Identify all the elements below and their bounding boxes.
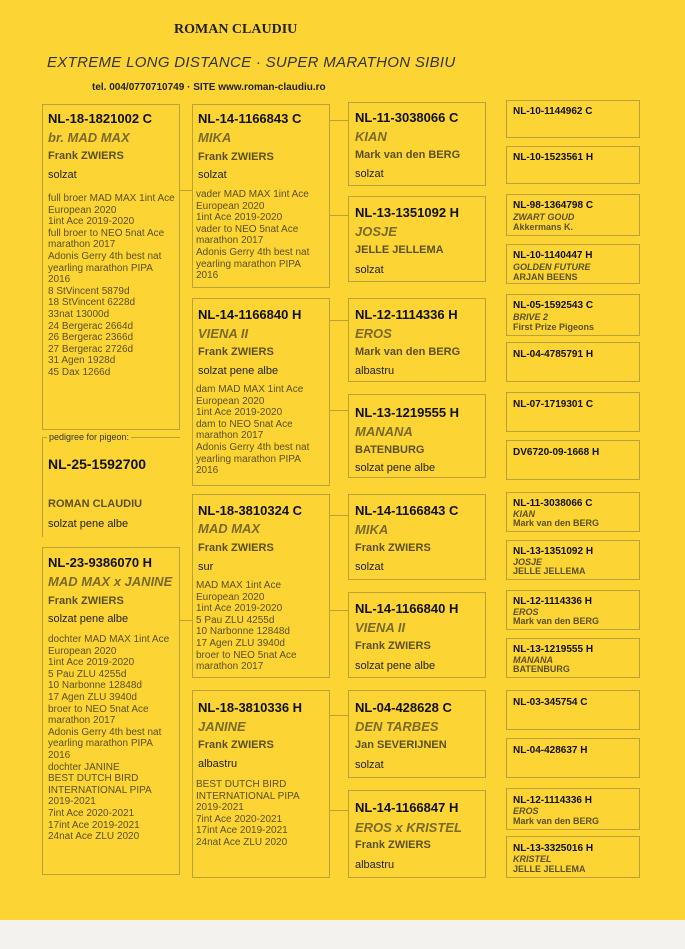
sire-ring: NL-18-1821002 C: [48, 111, 153, 126]
gen3-name: JOSJE: [355, 224, 397, 239]
dam-breeder: Frank ZWIERS: [48, 595, 124, 607]
gen3-ring: NL-14-1166847 H: [355, 800, 459, 815]
gen4-box: [506, 690, 640, 730]
header-title: ROMAN CLAUDIU: [174, 22, 298, 37]
gen3-box: [348, 592, 486, 678]
gen4-name: JOSJE: [513, 557, 543, 567]
gen3-box: [348, 690, 486, 778]
gen4-name: KRISTEL: [513, 854, 552, 864]
sire-box: [42, 104, 180, 430]
gen2-breeder: Frank ZWIERS: [198, 739, 274, 751]
gen3-breeder: BATENBURG: [355, 444, 425, 456]
gen2-notes: BEST DUTCH BIRD INTERNATIONAL PIPA 2019-2021 7int Ace 2020-2021 17int Ace 2019-2021 24nat Ace ZLU 2020: [196, 779, 300, 848]
gen2-box: [192, 104, 330, 288]
gen3-box: [348, 102, 486, 186]
gen2-color: solzat: [198, 169, 227, 181]
gen4-ring: NL-13-1219555 H: [513, 644, 594, 655]
gen4-box: [506, 294, 640, 336]
gen3-breeder: Jan SEVERIJNEN: [355, 739, 447, 751]
gen2-notes: dam MAD MAX 1int Ace European 2020 1int Ace 2019-2020 dam to NEO 5nat Ace marathon 2017 Adonis Gerry 4th best nat yearling marathon PIPA 2016: [196, 384, 310, 477]
gen2-name: JANINE: [198, 719, 246, 734]
gen4-ring: NL-10-1144962 C: [513, 106, 593, 117]
gen3-breeder: Mark van den BERG: [355, 346, 461, 358]
pedigree-label: pedigree for pigeon:: [49, 432, 130, 442]
gen4-breeder: JELLE JELLEMA: [513, 566, 586, 576]
gen2-name: VIENA II: [198, 326, 249, 341]
gen4-name: MANANA: [513, 655, 553, 665]
dam-notes: dochter MAD MAX 1int Ace European 2020 1int Ace 2019-2020 5 Pau ZLU 4255d 10 Narbonne 12848d 17 Agen ZLU 3940d broer to NEO 5nat Ace marathon 2017 Adonis Gerry 4th best nat yearling marathon PIPA 2016 dochter JANINE BEST DUTCH BIRD INTERNATIONAL PIPA 2019-2021 7int Ace 2020-2021 17int Ace 2019-2021 24nat Ace ZLU 2020: [48, 634, 170, 843]
gen2-breeder: Frank ZWIERS: [198, 542, 274, 554]
gen4-ring: NL-04-4785791 H: [513, 349, 594, 360]
gen4-ring: NL-10-1140447 H: [513, 250, 593, 261]
gen4-name: ZWART GOUD: [513, 212, 575, 222]
gen4-box: [506, 100, 640, 138]
header-subtitle: EXTREME LONG DISTANCE · SUPER MARATHON SIBIU: [47, 54, 456, 71]
gen3-color: solzat: [355, 168, 384, 180]
gen2-name: MIKA: [198, 130, 232, 145]
gen4-ring: NL-07-1719301 C: [513, 399, 594, 410]
gen3-name: VIENA II: [355, 620, 406, 635]
gen2-ring: NL-14-1166840 H: [198, 307, 302, 322]
gen4-box: [506, 738, 640, 778]
gen3-color: albastru: [355, 365, 395, 377]
gen4-ring: NL-13-1351092 H: [513, 546, 594, 557]
connector-line: [330, 810, 348, 811]
gen4-breeder: Mark van den BERG: [513, 816, 600, 826]
connector-line: [330, 320, 348, 321]
gen3-ring: NL-11-3038066 C: [355, 110, 459, 125]
sire-name: br. MAD MAX: [48, 130, 130, 145]
gen4-breeder: Mark van den BERG: [513, 616, 600, 626]
gen3-color: solzat pene albe: [355, 660, 436, 672]
gen3-color: solzat: [355, 264, 384, 276]
gen2-ring: NL-18-3810336 H: [198, 700, 303, 715]
dam-box: [42, 547, 180, 875]
gen4-breeder: ARJAN BEENS: [513, 272, 578, 282]
connector-line: [180, 190, 192, 191]
connector-line: [330, 215, 348, 216]
gen3-name: DEN TARBES: [355, 719, 439, 734]
gen3-ring: NL-14-1166843 C: [355, 503, 459, 518]
gen3-ring: NL-12-1114336 H: [355, 307, 458, 322]
subject-color: solzat pene albe: [48, 518, 129, 530]
gen4-breeder: Akkermans K.: [513, 222, 574, 232]
gen4-ring: NL-11-3038066 C: [513, 498, 593, 509]
gen4-box: [506, 638, 640, 678]
gen3-ring: NL-13-1219555 H: [355, 405, 460, 420]
gen4-breeder: First Prize Pigeons: [513, 322, 595, 332]
gen4-name: GOLDEN FUTURE: [513, 262, 591, 272]
gen4-name: KIAN: [513, 509, 535, 519]
gen4-box: [506, 146, 640, 184]
dam-ring: NL-23-9386070 H: [48, 555, 153, 570]
connector-line: [330, 120, 348, 121]
gen2-box: [192, 298, 330, 486]
gen2-notes: vader MAD MAX 1int Ace European 2020 1int Ace 2019-2020 vader to NEO 5nat Ace marathon 2017 Adonis Gerry 4th best nat yearling marathon PIPA 2016: [196, 189, 310, 282]
gen3-color: solzat: [355, 759, 384, 771]
sire-notes: full broer MAD MAX 1int Ace European 2020 1int Ace 2019-2020 full broer to NEO 5nat Ace marathon 2017 Adonis Gerry 4th best nat yearling marathon PIPA 2016 8 StVincent 5879d 18 StVincent 6228d 33nat 13000d 24 Bergerac 2664d 26 Bergerac 2366d 27 Bergerac 2726d 31 Agen 1928d 45 Dax 1266d: [48, 193, 175, 378]
connector-line: [330, 515, 348, 516]
gen4-box: [506, 244, 640, 284]
subject-ring: NL-25-1592700: [48, 456, 147, 472]
gen3-ring: NL-04-428628 C: [355, 700, 452, 715]
gen4-box: [506, 590, 640, 630]
gen4-breeder: JELLE JELLEMA: [513, 864, 586, 874]
gen4-box: [506, 788, 640, 830]
gen3-breeder: Mark van den BERG: [355, 149, 461, 161]
gen4-box: [506, 392, 640, 432]
sire-color: solzat: [48, 169, 77, 181]
gen2-breeder: Frank ZWIERS: [198, 346, 274, 358]
gen3-breeder: JELLE JELLEMA: [355, 244, 444, 256]
gen4-ring: NL-10-1523561 H: [513, 152, 594, 163]
gen4-name: BRIVE 2: [513, 312, 549, 322]
gen3-breeder: Frank ZWIERS: [355, 640, 431, 652]
gen2-color: albastru: [198, 758, 238, 770]
gen4-breeder: BATENBURG: [513, 664, 570, 674]
gen4-name: EROS: [513, 806, 539, 816]
header-contact: tel. 004/0770710749 · SITE www.roman-claudiu.ro: [92, 82, 326, 93]
dam-name: MAD MAX x JANINE: [48, 574, 173, 589]
gen3-name: MIKA: [355, 522, 389, 537]
connector-line: [330, 410, 348, 411]
gen4-ring: NL-12-1114336 H: [513, 596, 592, 607]
connector-line: [330, 715, 348, 716]
gen2-ring: NL-14-1166843 C: [198, 111, 302, 126]
gen4-box: [506, 194, 640, 236]
dam-color: solzat pene albe: [48, 613, 129, 625]
gen3-color: albastru: [355, 859, 395, 871]
subject-owner: ROMAN CLAUDIU: [48, 498, 143, 510]
gen4-box: [506, 836, 640, 878]
gen4-ring: NL-98-1364798 C: [513, 200, 594, 211]
gen4-ring: NL-04-428637 H: [513, 745, 588, 756]
gen3-name: KIAN: [355, 129, 387, 144]
gen3-color: solzat: [355, 561, 384, 573]
gen2-name: MAD MAX: [198, 521, 261, 536]
gen3-ring: NL-14-1166840 H: [355, 601, 459, 616]
gen3-name: MANANA: [355, 424, 413, 439]
gen2-color: sur: [198, 561, 214, 573]
gen3-box: [348, 394, 486, 478]
gen2-breeder: Frank ZWIERS: [198, 151, 274, 163]
gen4-ring: NL-13-3325016 H: [513, 843, 594, 854]
gen3-ring: NL-13-1351092 H: [355, 205, 460, 220]
connector-line: [330, 610, 348, 611]
gen3-breeder: Frank ZWIERS: [355, 542, 431, 554]
subject-box: [42, 432, 180, 537]
gen4-name: EROS: [513, 607, 539, 617]
gen4-breeder: Mark van den BERG: [513, 518, 600, 528]
gen4-box: [506, 492, 640, 532]
gen3-box: [348, 494, 486, 580]
gen2-notes: MAD MAX 1int Ace European 2020 1int Ace 2019-2020 5 Pau ZLU 4255d 10 Narbonne 12848d 17 Agen ZLU 3940d broer to NEO 5nat Ace marathon 2017: [196, 580, 297, 673]
gen4-ring: NL-05-1592543 C: [513, 300, 594, 311]
gen4-ring: DV6720-09-1668 H: [513, 447, 600, 458]
gen4-ring: NL-12-1114336 H: [513, 795, 592, 806]
gen4-box: [506, 440, 640, 480]
gen3-name: EROS: [355, 326, 392, 341]
gen2-box: [192, 690, 330, 878]
gen3-box: [348, 298, 486, 382]
gen3-box: [348, 196, 486, 282]
connector-line: [180, 620, 192, 621]
gen3-breeder: Frank ZWIERS: [355, 839, 431, 851]
gen2-box: [192, 494, 330, 678]
sire-breeder: Frank ZWIERS: [48, 150, 124, 162]
gen2-color: solzat pene albe: [198, 365, 279, 377]
gen4-box: [506, 342, 640, 382]
gen4-ring: NL-03-345754 C: [513, 697, 588, 708]
gen3-name: EROS x KRISTEL: [355, 820, 462, 835]
gen2-ring: NL-18-3810324 C: [198, 503, 303, 518]
gen3-color: solzat pene albe: [355, 462, 436, 474]
gen4-box: [506, 540, 640, 580]
gen3-box: [348, 790, 486, 878]
